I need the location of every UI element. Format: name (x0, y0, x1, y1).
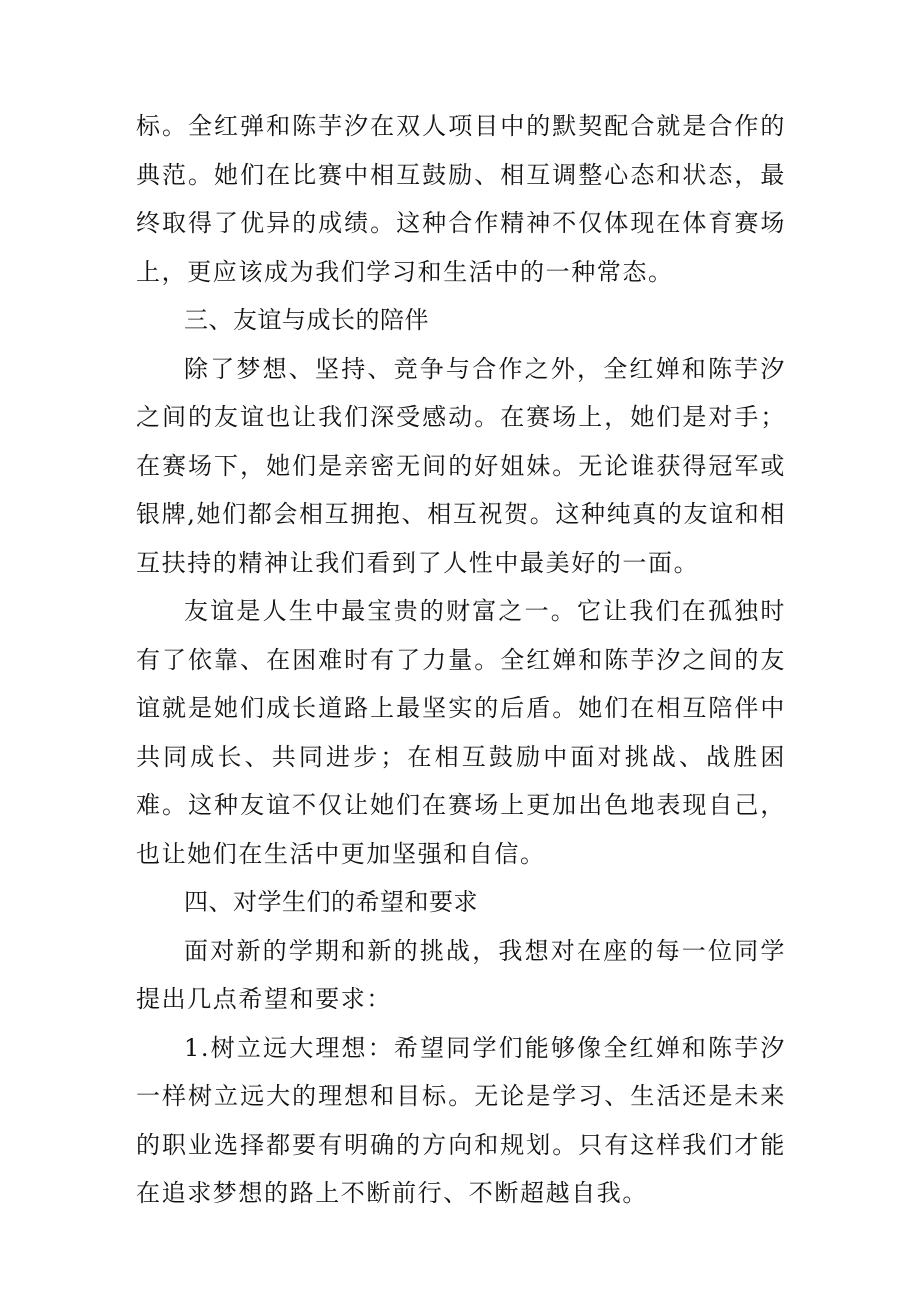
paragraph-friendship: 除了梦想、坚持、竞争与合作之外，全红婵和陈芋汐之间的友谊也让我们深受感动。在赛场上，她们是对手；在赛场下，她们是亲密无间的好姐妹。无论谁获得冠军或银牌,她们都会相互拥抱、相互祝贺。这种纯真的友谊和相互扶持的精神让我们看到了人性中最美好的一面。 (136, 354, 786, 577)
paragraph-friendship-value: 友谊是人生中最宝贵的财富之一。它让我们在孤独时有了依靠、在困难时有了力量。全红婵和陈芋汐之间的友谊就是她们成长道路上最坚实的后盾。她们在相互陪伴中共同成长、共同进步；在相互鼓励中面对挑战、战胜困难。这种友谊不仅让她们在赛场上更加出色地表现自己，也让她们在生活中更加坚强和自信。 (136, 597, 786, 868)
section-heading-expectations: 四、对学生们的希望和要求 (184, 888, 478, 916)
paragraph-expectations-intro: 面对新的学期和新的挑战，我想对在座的每一位同学提出几点希望和要求： (136, 936, 786, 1013)
list-item-ideal: 1.树立远大理想：希望同学们能够像全红婵和陈芋汐一样树立远大的理想和目标。无论是学习、生活还是未来的职业选择都要有明确的方向和规划。只有这样我们才能在追求梦想的路上不断前行、不断超越自我。 (136, 1033, 786, 1207)
section-heading-friendship: 三、友谊与成长的陪伴 (184, 306, 429, 334)
paragraph-cooperation-end: 标。全红弹和陈芋汐在双人项目中的默契配合就是合作的典范。她们在比赛中相互鼓励、相互调整心态和状态，最终取得了优异的成绩。这种合作精神不仅体现在体育赛场上，更应该成为我们学习和生活中的一种常态。 (136, 112, 786, 286)
document-body (136, 102, 786, 1218)
